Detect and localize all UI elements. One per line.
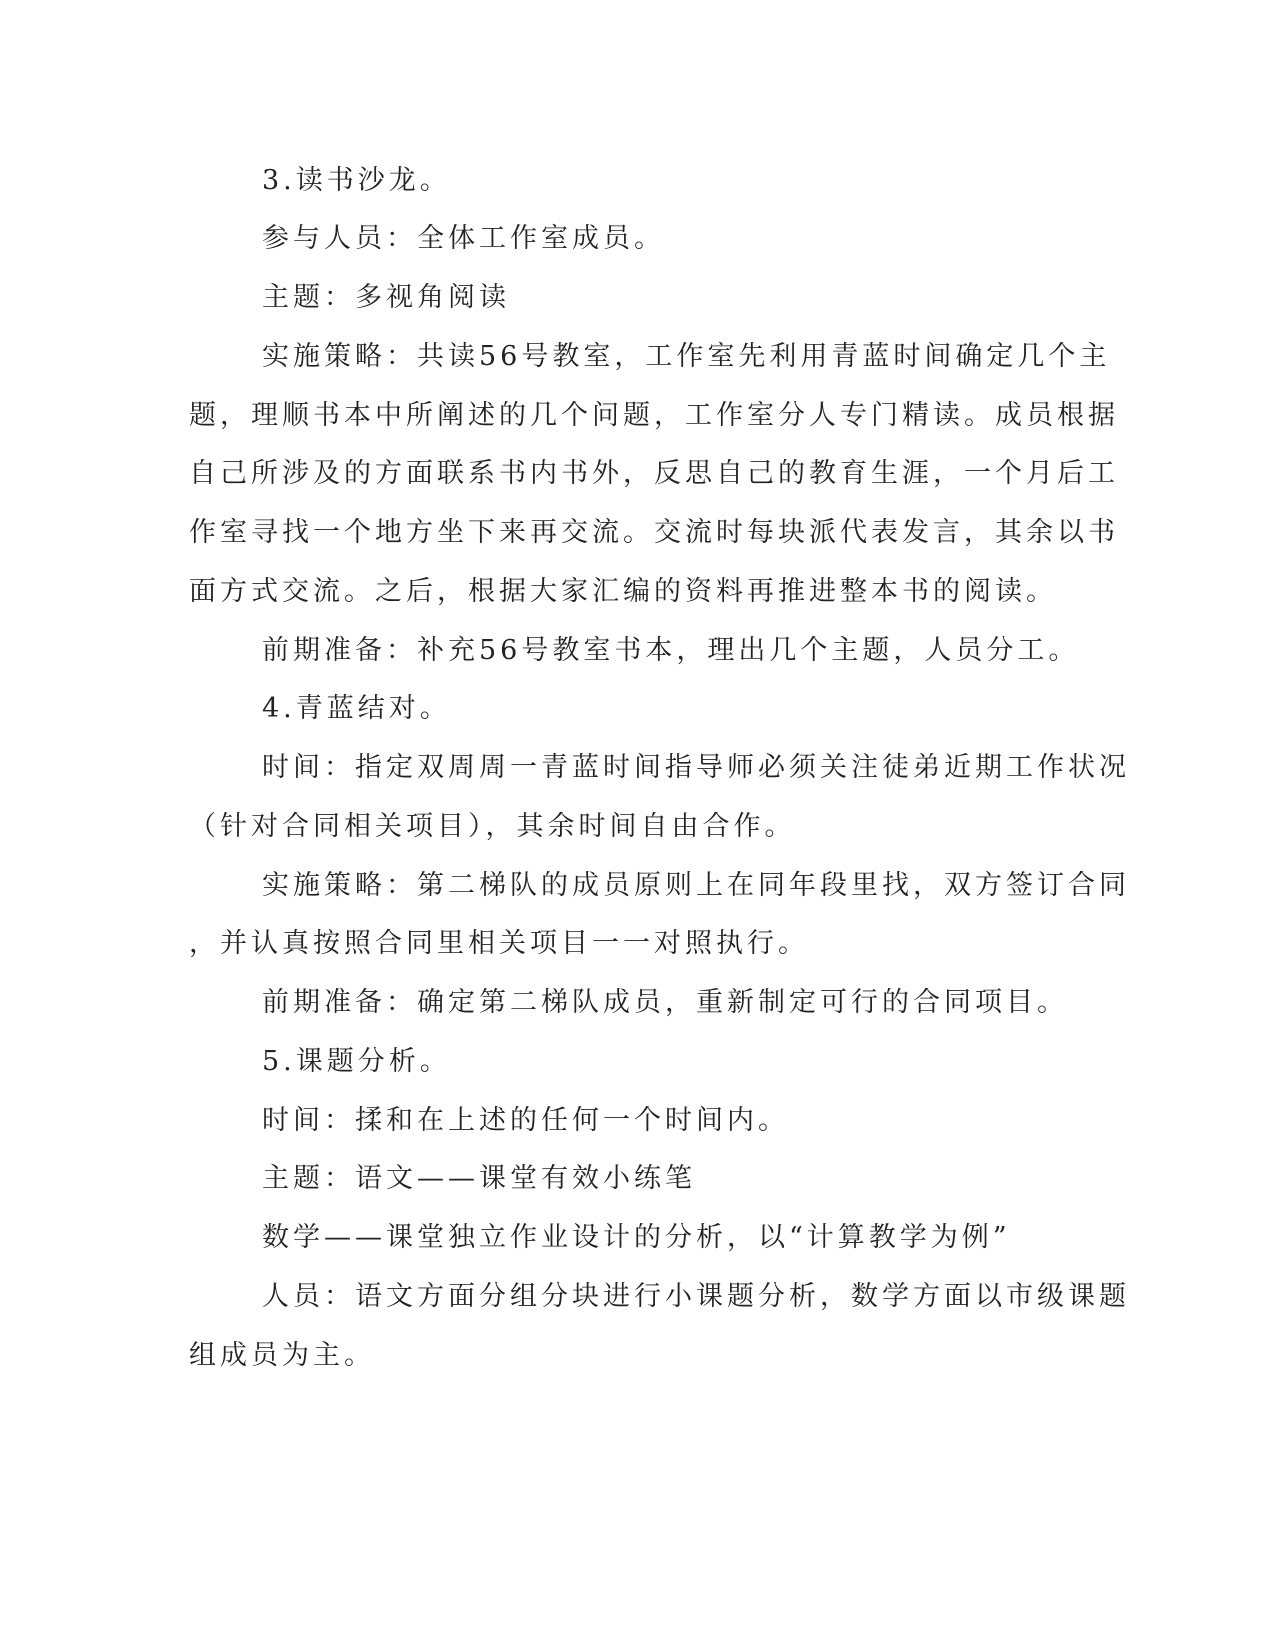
paragraph-line: 实施策略：第二梯队的成员原则上在同年段里找，双方签订合同: [262, 870, 1130, 901]
paragraph-line: 时间：指定双周周一青蓝时间指导师必须关注徒弟近期工作状况: [262, 752, 1130, 783]
paragraph-line: 人员：语文方面分组分块进行小课题分析，数学方面以市级课题: [262, 1281, 1130, 1312]
paragraph-line: 作室寻找一个地方坐下来再交流。交流时每块派代表发言，其余以书: [189, 517, 1119, 548]
section-heading-reading-salon: 3.读书沙龙。: [262, 165, 451, 196]
paragraph-line: 主题：语文——课堂有效小练笔: [262, 1163, 696, 1194]
paragraph-line: 前期准备：确定第二梯队成员，重新制定可行的合同项目。: [262, 987, 1068, 1018]
paragraph-line: 主题：多视角阅读: [262, 282, 510, 313]
paragraph-line: 题，理顺书本中所阐述的几个问题，工作室分人专门精读。成员根据: [189, 400, 1119, 431]
paragraph-line: 自己所涉及的方面联系书内书外，反思自己的教育生涯，一个月后工: [189, 458, 1119, 489]
paragraph-line: ，并认真按照合同里相关项目一一对照执行。: [189, 928, 809, 959]
paragraph-line: 面方式交流。之后，根据大家汇编的资料再推进整本书的阅读。: [189, 576, 1057, 607]
paragraph-line: 实施策略：共读56号教室，工作室先利用青蓝时间确定几个主: [262, 341, 1111, 372]
paragraph-line: 组成员为主。: [189, 1340, 375, 1371]
paragraph-line: （针对合同相关项目），其余时间自由合作。: [189, 811, 796, 842]
paragraph-line: 参与人员：全体工作室成员。: [262, 223, 665, 254]
paragraph-line: 数学——课堂独立作业设计的分析，以“计算教学为例”: [262, 1222, 1011, 1253]
paragraph-line: 前期准备：补充56号教室书本，理出几个主题，人员分工。: [262, 635, 1080, 666]
paragraph-line: 时间：揉和在上述的任何一个时间内。: [262, 1105, 789, 1136]
section-heading-mentor-pairing: 4.青蓝结对。: [262, 693, 451, 724]
section-heading-topic-analysis: 5.课题分析。: [262, 1046, 451, 1077]
